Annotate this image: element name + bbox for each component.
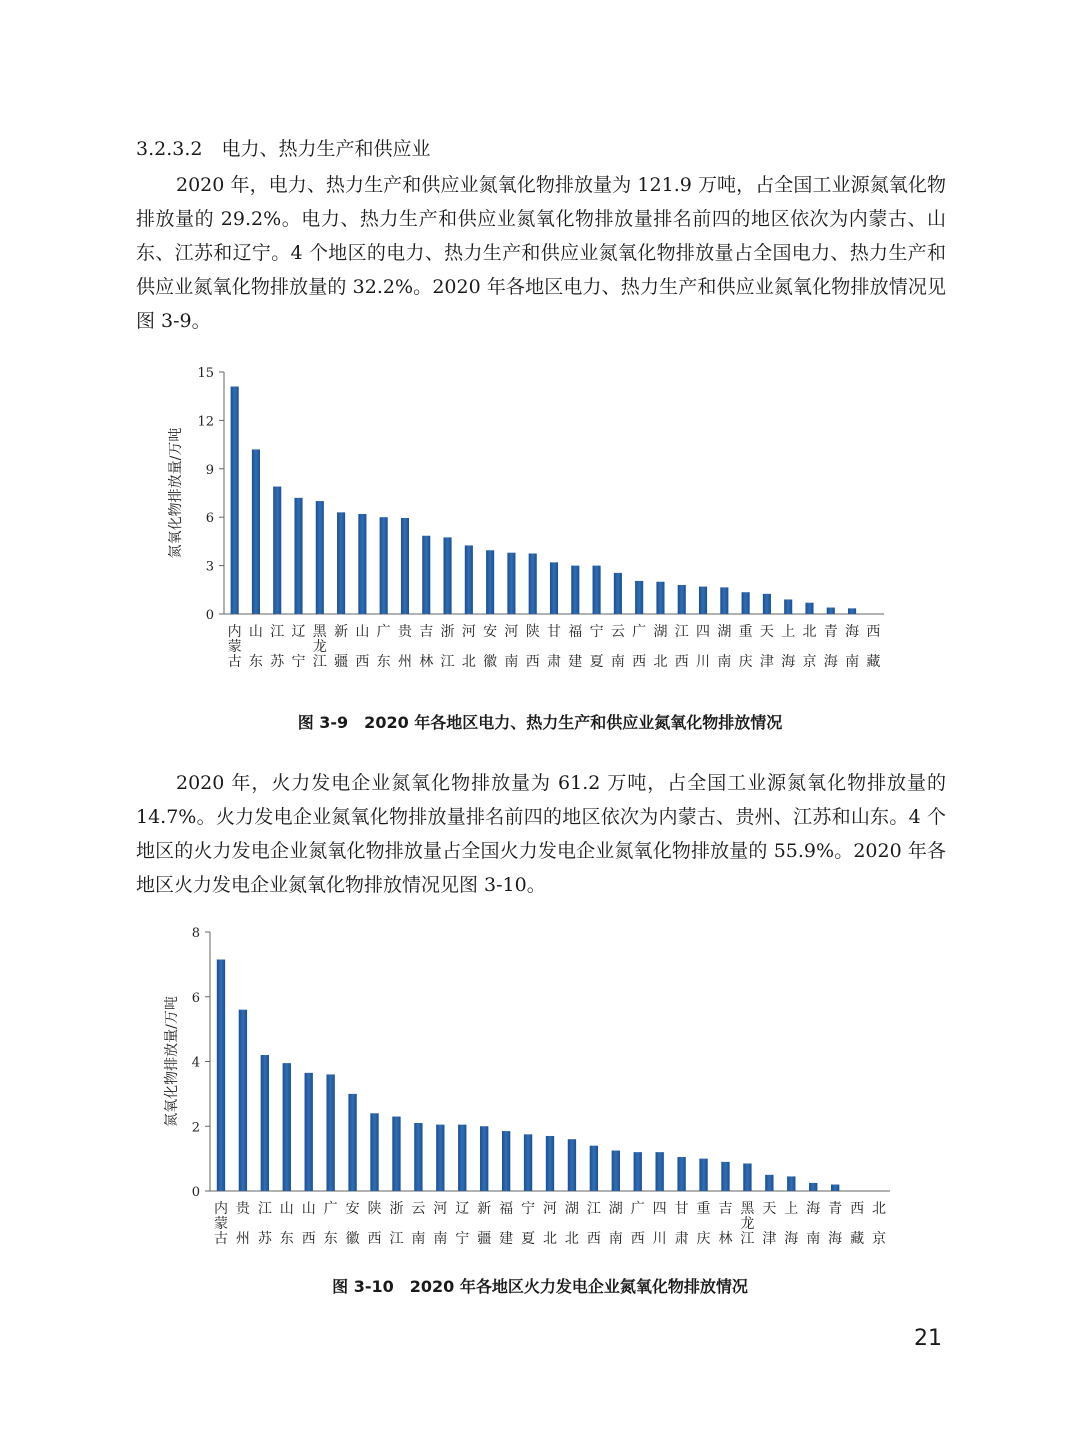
bar	[524, 1134, 532, 1191]
bar	[217, 960, 225, 1191]
y-tick-label: 15	[197, 366, 214, 381]
category-label: 福建	[568, 624, 583, 670]
bar	[480, 1126, 488, 1191]
y-tick-label: 6	[191, 990, 200, 1006]
figure-caption-3-9: 图 3-9 2020 年各地区电力、热力生产和供应业氮氧化物排放情况	[297, 713, 783, 732]
y-axis-label: 氮氧化物排放量/万吨	[168, 427, 184, 559]
y-tick-label: 2	[191, 1120, 200, 1136]
category-label: 湖北	[564, 1201, 579, 1247]
category-label: 宁夏	[589, 624, 604, 670]
category-label: 青海	[823, 624, 838, 670]
bar	[436, 1125, 444, 1191]
category-label: 云南	[411, 1201, 426, 1247]
category-label: 北京	[802, 624, 817, 670]
category-label: 西藏	[850, 1201, 865, 1247]
category-label: 贵州	[235, 1201, 250, 1247]
figure-caption-3-10: 图 3-10 2020 年各地区火力发电企业氮氧化物排放情况	[332, 1277, 748, 1296]
bar	[568, 1139, 576, 1191]
bar	[370, 1113, 378, 1191]
category-label: 吉林	[419, 624, 434, 670]
y-tick-label: 4	[191, 1055, 200, 1071]
paragraph-2: 2020 年，火力发电企业氮氧化物排放量为 61.2 万吨，占全国工业源氮氧化物排放量的 14.7%。火力发电企业氮氧化物排放量排名前四的地区依次为内蒙古、贵州、江苏和山东。4 个地区的火力发电企业氮氧化物排放量占全国火力发电企业氮氧化物排放量的 55.9%。2020 年各地区火力发电企业氮氧化物排放情况见图 3-10。	[136, 772, 946, 896]
bar	[612, 1151, 620, 1191]
category-label: 内蒙古	[213, 1201, 228, 1247]
bar	[326, 1074, 334, 1191]
category-label: 湖南	[717, 624, 732, 670]
category-label: 黑龙江	[740, 1201, 755, 1247]
category-label: 广东	[323, 1201, 338, 1247]
category-label: 宁夏	[521, 1201, 536, 1247]
category-label: 广西	[632, 624, 647, 670]
bar	[283, 1063, 291, 1191]
category-label: 山东	[248, 624, 263, 670]
bar	[765, 1175, 773, 1191]
y-axis-label: 氮氧化物排放量/万吨	[164, 996, 180, 1127]
category-label: 河北	[461, 624, 476, 670]
category-label: 内蒙古	[227, 624, 242, 670]
category-label: 安徽	[345, 1201, 360, 1247]
category-label: 黑龙江	[312, 624, 327, 670]
category-label: 上海	[784, 1201, 799, 1247]
category-label: 辽宁	[291, 624, 306, 670]
bar	[677, 1157, 685, 1191]
category-label: 四川	[652, 1201, 667, 1247]
y-tick-label: 6	[205, 511, 214, 527]
y-tick-label: 9	[205, 462, 214, 478]
category-label: 重庆	[738, 624, 753, 670]
y-tick-label: 3	[205, 559, 214, 575]
category-label: 江苏	[270, 624, 285, 670]
category-label: 浙江	[389, 1201, 404, 1247]
bar	[809, 1183, 817, 1191]
category-label: 甘肃	[674, 1201, 689, 1247]
category-label: 西藏	[866, 624, 881, 670]
category-label: 新疆	[334, 624, 349, 670]
category-label: 新疆	[477, 1201, 492, 1247]
y-tick-label: 8	[191, 926, 200, 941]
category-label: 海南	[845, 624, 860, 670]
category-label: 云南	[610, 624, 625, 670]
category-label: 北京	[872, 1201, 887, 1247]
category-label: 广西	[630, 1201, 645, 1247]
category-label: 广东	[376, 624, 391, 670]
bar	[721, 1162, 729, 1191]
y-tick-label: 0	[205, 608, 214, 623]
category-label: 天津	[762, 1201, 777, 1247]
bar	[634, 1152, 642, 1191]
page-number: 21	[914, 1326, 942, 1351]
category-label: 贵州	[397, 624, 412, 670]
category-label: 海南	[806, 1201, 821, 1247]
bar	[590, 1146, 598, 1191]
category-label: 四川	[696, 624, 711, 670]
category-label: 重庆	[696, 1201, 711, 1247]
category-label: 山西	[355, 624, 370, 670]
category-label: 青海	[828, 1201, 843, 1247]
category-label: 江西	[586, 1201, 601, 1247]
bar	[502, 1131, 510, 1191]
category-label: 吉林	[718, 1201, 733, 1247]
category-label: 山东	[279, 1201, 294, 1247]
category-label: 河南	[504, 624, 519, 670]
bar	[743, 1163, 751, 1191]
category-label: 浙江	[440, 624, 455, 670]
y-tick-label: 0	[191, 1185, 200, 1200]
category-label: 辽宁	[455, 1201, 470, 1247]
category-label: 河北	[543, 1201, 557, 1247]
section-heading: 3.2.3.2 电力、热力生产和供应业	[136, 138, 431, 160]
category-label: 安徽	[483, 624, 498, 670]
bar	[546, 1136, 554, 1191]
category-label: 陕西	[525, 624, 540, 670]
bar	[261, 1055, 269, 1191]
bar	[831, 1185, 839, 1191]
category-label: 江西	[674, 624, 689, 670]
bar	[305, 1073, 313, 1191]
category-label: 江苏	[257, 1201, 272, 1247]
bar	[348, 1094, 356, 1191]
bar	[699, 1159, 707, 1191]
category-label: 福建	[499, 1201, 514, 1247]
y-tick-label: 12	[197, 414, 214, 430]
category-label: 天津	[759, 624, 774, 670]
paragraph-1: 2020 年，电力、热力生产和供应业氮氧化物排放量为 121.9 万吨，占全国工业源氮氧化物排放量的 29.2%。电力、热力生产和供应业氮氧化物排放量排名前四的地区依次为内蒙古、山东、江苏和辽宁。4 个地区的电力、热力生产和供应业氮氧化物排放量占全国电力、热力生产和供应业氮氧化物排放量的 32.2%。2020 年各地区电力、热力生产和供应业氮氧化物排放情况见图 3-9。	[136, 174, 946, 332]
bar	[458, 1125, 466, 1191]
bar	[239, 1010, 247, 1191]
category-label: 上海	[781, 624, 796, 670]
category-label: 河南	[433, 1201, 448, 1247]
bar	[656, 1152, 664, 1191]
bar	[392, 1117, 400, 1191]
category-label: 甘肃	[547, 624, 561, 670]
category-label: 陕西	[367, 1201, 382, 1247]
category-label: 湖南	[608, 1201, 623, 1247]
bar	[787, 1176, 795, 1191]
category-label: 山西	[301, 1201, 316, 1247]
bar	[414, 1123, 422, 1191]
category-label: 湖北	[653, 624, 668, 670]
